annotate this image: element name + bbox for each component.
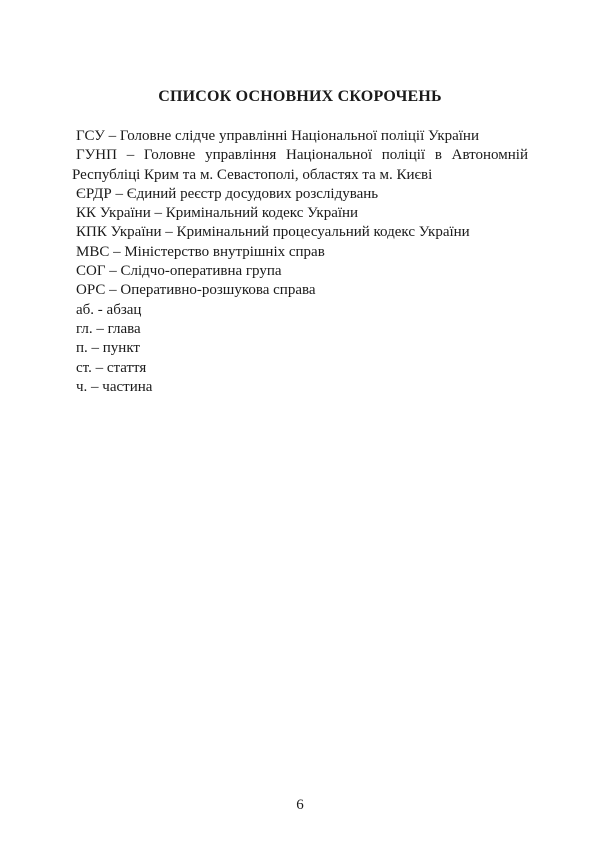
abbreviation-list bbox=[72, 127, 528, 397]
abbreviation-item-st: ст. – стаття bbox=[76, 359, 147, 376]
abbreviation-item-gunp: ГУНП – Головне управління Національної поліції в Автономній Республіці Крим та м. Севастополі, областях та м. Києві bbox=[72, 147, 528, 183]
abbreviation-item-mvs: МВС – Міністерство внутрішніх справ bbox=[76, 243, 325, 260]
abbreviation-item-ab: аб. - абзац bbox=[76, 301, 142, 318]
page-number: 6 bbox=[296, 797, 304, 813]
abbreviation-item-ors: ОРС – Оперативно-розшукова справа bbox=[76, 282, 316, 299]
abbreviation-item-ch: ч. – частина bbox=[76, 378, 153, 395]
abbreviation-item-gl: гл. – глава bbox=[76, 320, 141, 337]
abbreviation-item-sog: СОГ – Слідчо-оперативна група bbox=[76, 263, 282, 280]
abbreviation-item-erdr: ЄРДР – Єдиний реєстр досудових розслідувань bbox=[76, 185, 379, 202]
abbreviation-item-kpk: КПК України – Кримінальний процесуальний кодекс України bbox=[76, 224, 470, 241]
abbreviation-item-kk: КК України – Кримінальний кодекс України bbox=[76, 205, 359, 222]
page-title: СПИСОК ОСНОВНИХ СКОРОЧЕНЬ bbox=[158, 88, 442, 105]
abbreviation-item-p: п. – пункт bbox=[76, 340, 140, 357]
abbreviation-item-gsu: ГСУ – Головне слідче управлінні Національної поліції України bbox=[76, 128, 479, 144]
